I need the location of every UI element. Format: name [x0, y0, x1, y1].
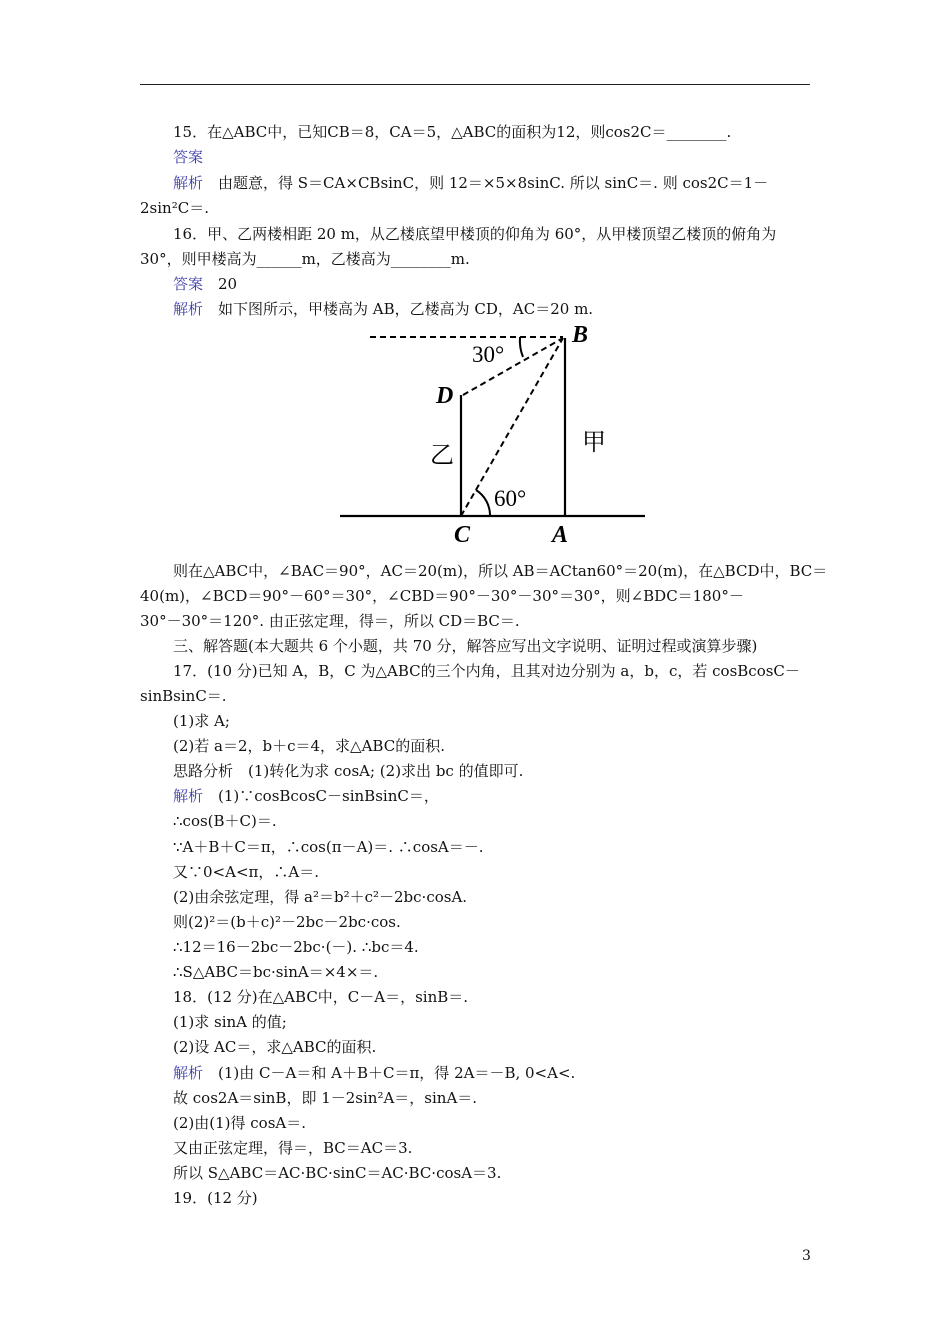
problem-17-part2: (2)若 a＝2，b＋c＝4，求△ABC的面积. — [173, 737, 445, 755]
label-c: C — [454, 522, 471, 548]
label-jia: 甲 — [582, 428, 606, 456]
solution-17-line3: ∵A＋B＋C＝π，∴cos(π－A)＝. ∴cosA＝－. — [173, 838, 484, 856]
problem-16-line2: 30°，则甲楼高为______m，乙楼高为________m. — [140, 250, 470, 268]
solution-17-line6: 则(2)²＝(b＋c)²－2bc－2bc·cos. — [173, 913, 401, 931]
solution-16-line3: 30°－30°＝120°. 由正弦定理，得＝，所以 CD＝BC＝. — [140, 612, 520, 630]
answer-label: 答案 — [173, 148, 204, 166]
problem-17-part1: (1)求 A; — [173, 712, 230, 730]
solution-17-line4: 又∵0<A<π，∴A＝. — [173, 863, 319, 881]
section-heading: 三、解答题(本大题共 6 个小题，共 70 分，解答应写出文字说明、证明过程或演算步骤) — [173, 637, 758, 655]
solution-18-line3: (2)由(1)得 cosA＝. — [173, 1114, 306, 1132]
problem-19-heading: 19．(12 分) — [173, 1189, 258, 1207]
solution-17-line5: (2)由余弦定理，得 a²＝b²＋c²－2bc·cosA. — [173, 888, 468, 906]
problem-16-line1: 16．甲、乙两楼相距 20 m，从乙楼底望甲楼顶的仰角为 60°，从甲楼顶望乙楼顶的俯角为 — [173, 225, 777, 243]
problem-17-line1: 17．(10 分)已知 A，B，C 为△ABC的三个内角，且其对边分别为 a，b，c，若 cosBcosC－ — [173, 662, 800, 680]
solution-16-line1: 则在△ABC中，∠BAC＝90°，AC＝20(m)，所以 AB＝ACtan60°＝20(m)，在△BCD中，BC＝ — [173, 562, 828, 580]
solution-16-intro: 解析 如下图所示，甲楼高为 AB，乙楼高为 CD，AC＝20 m. — [173, 300, 594, 318]
analysis-17: 思路分析 (1)转化为求 cosA; (2)求出 bc 的值即可. — [173, 762, 524, 780]
angle-label-30: 30° — [472, 342, 505, 367]
solution-keyword: 解析 — [173, 174, 204, 192]
label-a: A — [552, 522, 569, 548]
solution-17-line8: ∴S△ABC＝bc·sinA＝×4×＝. — [173, 963, 379, 981]
solution-17-line7: ∴12＝16－2bc－2bc·(－). ∴bc＝4. — [173, 938, 419, 956]
label-yi: 乙 — [430, 441, 454, 469]
problem-17-line2: sinBsinC＝. — [140, 687, 227, 705]
solution-18-line1: 解析 (1)由 C－A＝和 A＋B＋C＝π，得 2A＝－B, 0<A<. — [173, 1064, 576, 1082]
answer-16: 答案 20 — [173, 275, 238, 293]
problem-18-part2: (2)设 AC＝，求△ABC的面积. — [173, 1038, 377, 1056]
problem-15-text: 15．在△ABC中，已知CB＝8，CA＝5，△ABC的面积为12，则cos2C＝________. — [173, 123, 732, 141]
problem-18-part1: (1)求 sinA 的值; — [173, 1013, 287, 1031]
solution-keyword: 解析 — [173, 1064, 204, 1082]
geometry-figure — [330, 320, 650, 550]
angle-label-60: 60° — [494, 486, 527, 511]
solution-18-line5: 所以 S△ABC＝AC·BC·sinC＝AC·BC·cosA＝3. — [173, 1164, 502, 1182]
solution-keyword: 解析 — [173, 300, 204, 318]
solution-17-line1: 解析 (1)∵cosBcosC－sinBsinC＝， — [173, 787, 439, 805]
solution-keyword: 解析 — [173, 787, 204, 805]
page-number: 3 — [802, 1248, 811, 1264]
angle-arc-30 — [520, 337, 523, 357]
label-d: D — [436, 383, 454, 409]
problem-18-line1: 18．(12 分)在△ABC中，C－A＝，sinB＝. — [173, 988, 469, 1006]
solution-18-line4: 又由正弦定理，得＝，BC＝AC＝3. — [173, 1139, 413, 1157]
solution-16-line2: 40(m)，∠BCD＝90°－60°＝30°，∠CBD＝90°－30°－30°＝30°，则∠BDC＝180°－ — [140, 587, 744, 605]
angle-arc-60 — [476, 490, 490, 516]
solution-15-line2: 2sin²C＝. — [140, 199, 209, 217]
header-rule — [140, 84, 810, 85]
label-b: B — [572, 322, 589, 348]
solution-18-line2: 故 cos2A＝sinB，即 1－2sin²A＝，sinA＝. — [173, 1089, 478, 1107]
solution-15-line1: 解析 由题意，得 S＝CA×CBsinC，则 12＝×5×8sinC. 所以 sinC＝. 则 cos2C＝1－ — [173, 174, 769, 192]
solution-17-line2: ∴cos(B＋C)＝. — [173, 812, 277, 830]
answer-keyword: 答案 — [173, 275, 204, 293]
